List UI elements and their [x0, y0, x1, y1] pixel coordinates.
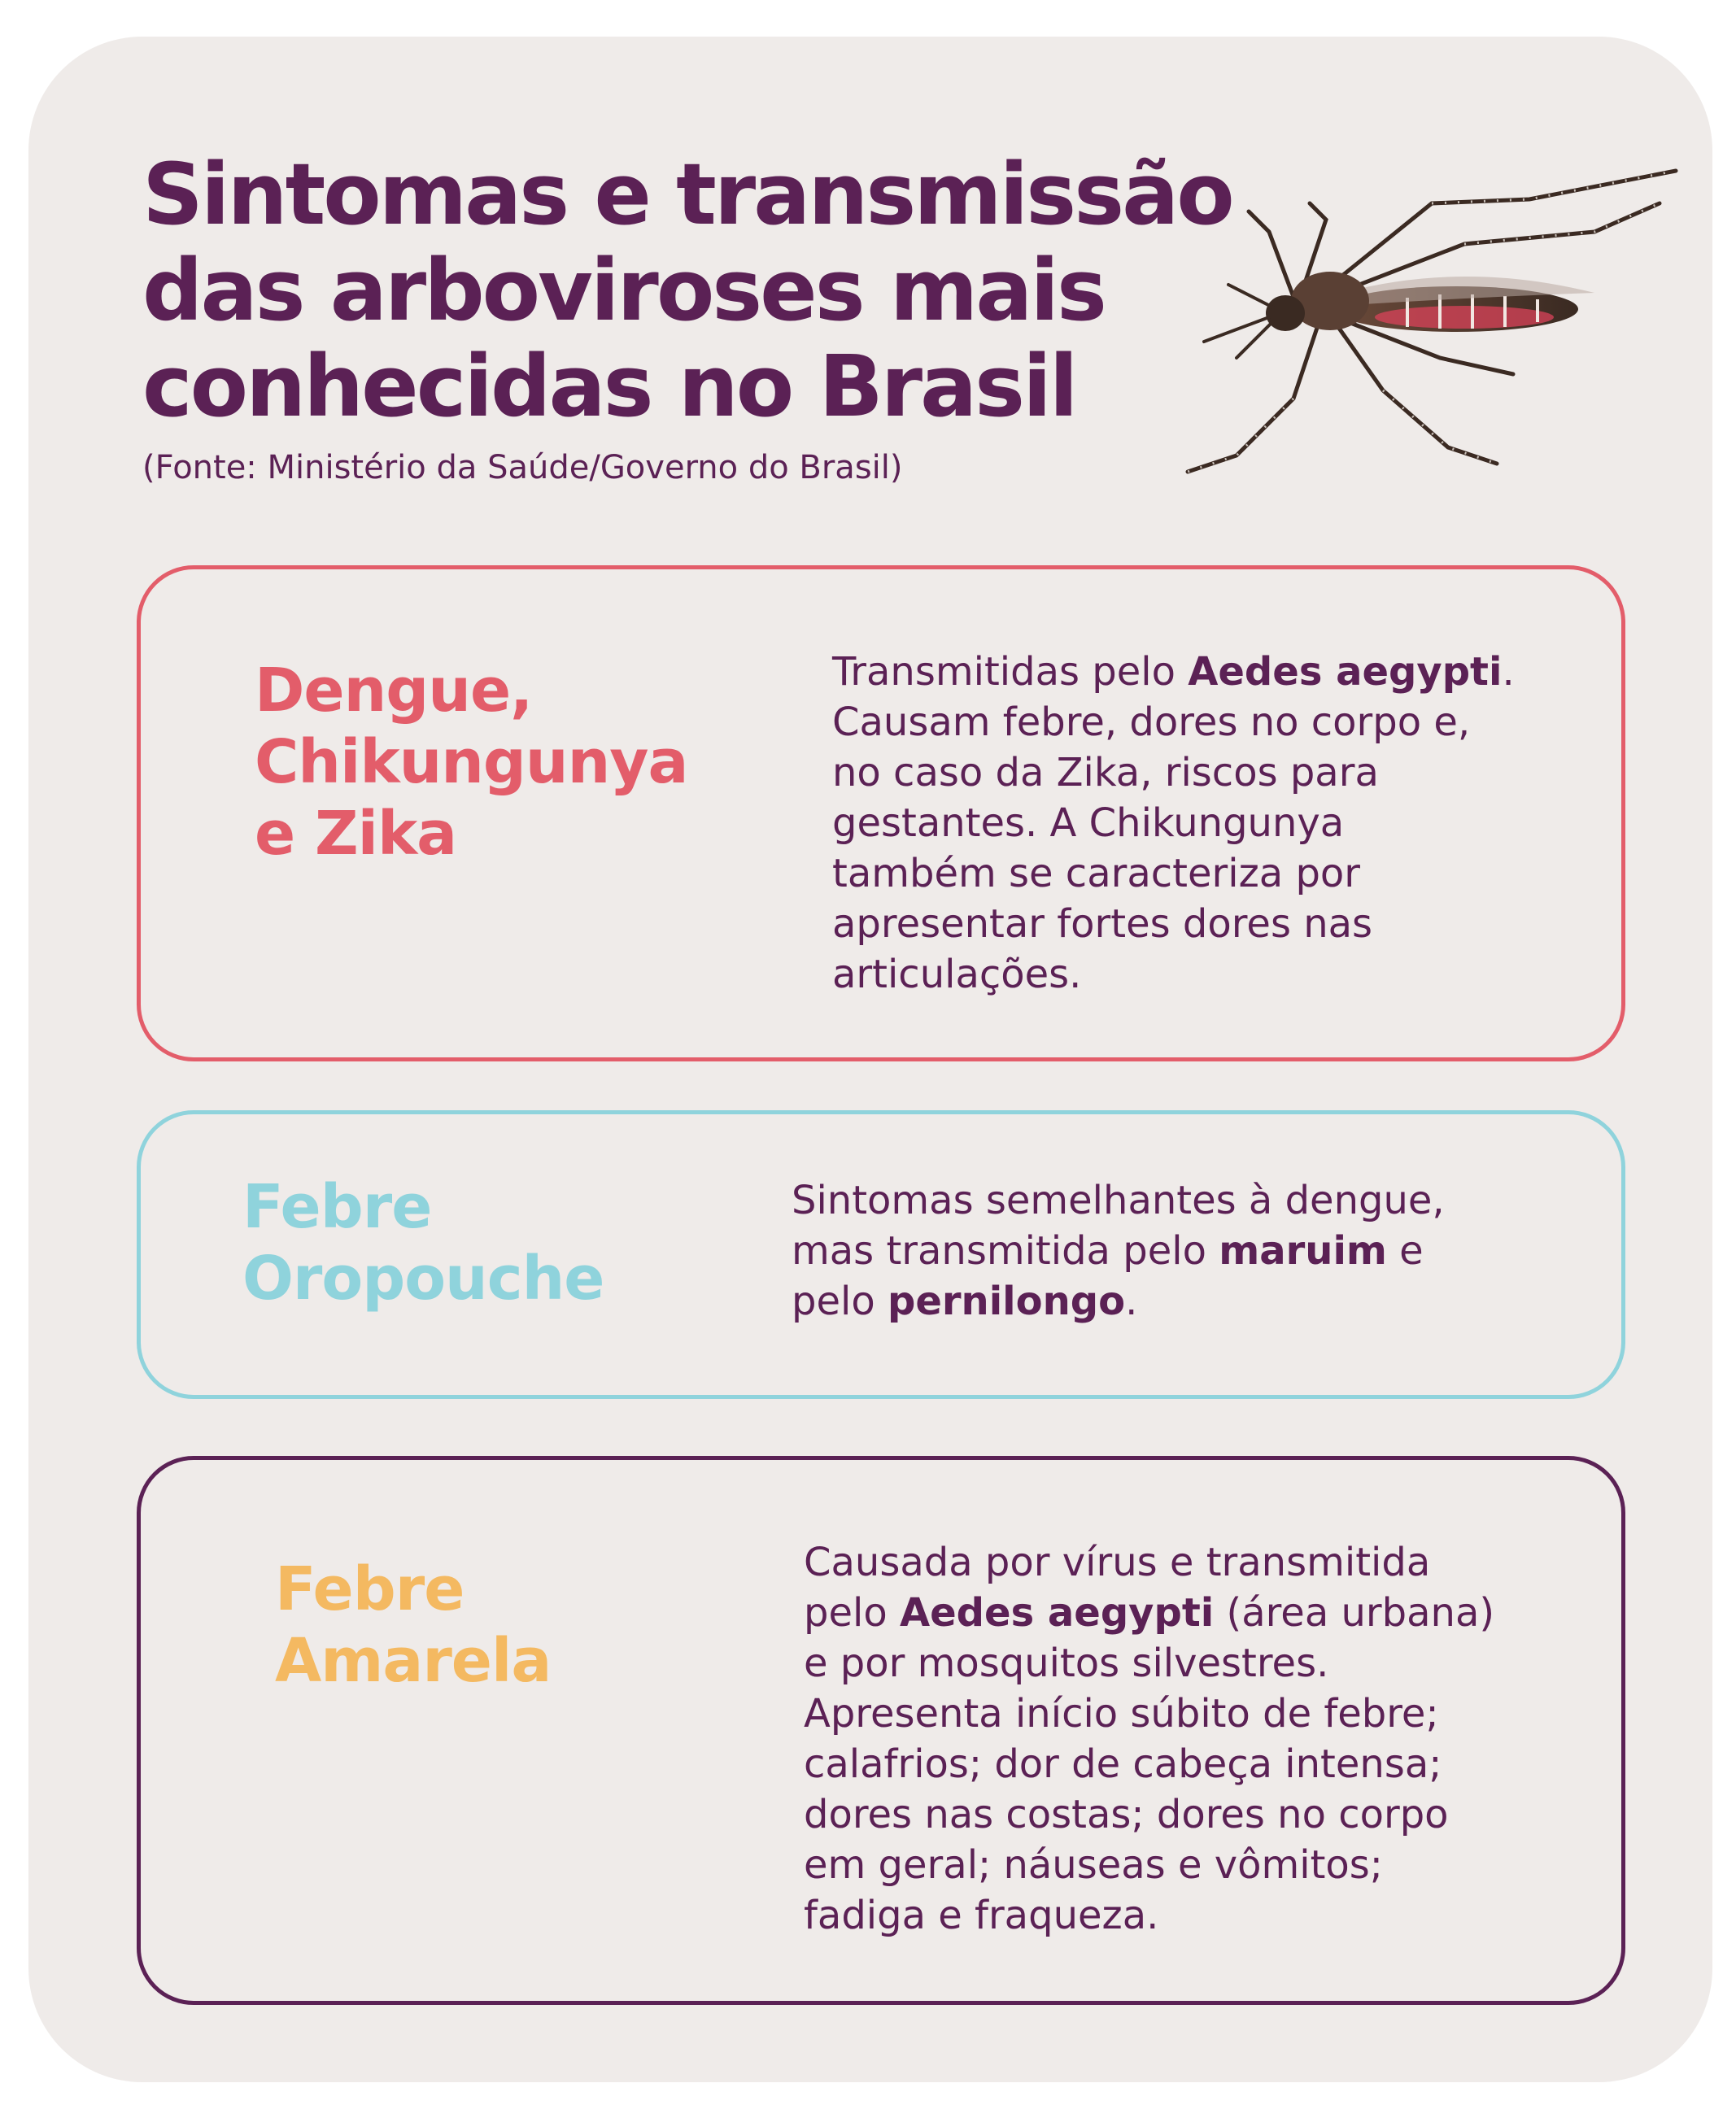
highlight-term: maruim: [1219, 1228, 1387, 1274]
description-line: dores nas costas; dores no corpo: [804, 1792, 1449, 1837]
description-line: Sintomas semelhantes à dengue,: [792, 1178, 1445, 1223]
description-line: pelo pernilongo.: [792, 1279, 1138, 1324]
title-line: Sintomas e transmissão: [142, 145, 1232, 244]
source-note: (Fonte: Ministério da Saúde/Governo do Brasil): [142, 449, 903, 486]
description-line: Causam febre, dores no corpo e,: [832, 699, 1471, 745]
card-description: [832, 647, 1515, 1000]
page-title: [142, 146, 1281, 434]
highlight-term: Aedes aegypti: [1188, 649, 1503, 695]
description-line: fadiga e fraqueza.: [804, 1893, 1159, 1938]
card-oropouche: [137, 1110, 1625, 1399]
card-dengue: [137, 565, 1625, 1061]
card-title: [255, 655, 687, 869]
description-line: Transmitidas pelo Aedes aegypti.: [832, 649, 1515, 695]
description-line: Apresenta início súbito de febre;: [804, 1691, 1439, 1737]
card-description: [804, 1537, 1494, 1941]
highlight-term: pernilongo: [887, 1279, 1126, 1324]
description-line: pelo Aedes aegypti (área urbana): [804, 1590, 1495, 1636]
card-title: [242, 1171, 604, 1314]
card-title-line: e Zika: [255, 799, 457, 869]
description-line: também se caracteriza por: [832, 851, 1361, 896]
card-title-line: Dengue,: [255, 656, 533, 726]
description-line: Causada por vírus e transmitida: [804, 1540, 1431, 1585]
card-title-line: Chikungunya: [255, 727, 688, 797]
mosquito-icon: [1171, 155, 1692, 496]
description-line: e por mosquitos silvestres.: [804, 1641, 1329, 1686]
description-line: articulações.: [832, 952, 1082, 997]
description-line: no caso da Zika, riscos para: [832, 750, 1379, 795]
description-line: em geral; náuseas e vômitos;: [804, 1842, 1383, 1888]
title-line: das arboviroses mais: [142, 241, 1105, 340]
description-line: gestantes. A Chikungunya: [832, 800, 1345, 846]
card-title-line: Amarela: [275, 1626, 552, 1696]
card-title-line: Oropouche: [242, 1244, 604, 1314]
card-title: [275, 1554, 551, 1697]
description-line: apresentar fortes dores nas: [832, 901, 1373, 947]
card-febre-amarela: [137, 1456, 1625, 2005]
card-title-line: Febre: [275, 1554, 465, 1624]
description-line: calafrios; dor de cabeça intensa;: [804, 1741, 1442, 1787]
description-line: mas transmitida pelo maruim e: [792, 1228, 1424, 1274]
card-description: [792, 1175, 1445, 1327]
card-title-line: Febre: [242, 1172, 432, 1242]
title-line: conhecidas no Brasil: [142, 337, 1076, 436]
highlight-term: Aedes aegypti: [899, 1590, 1215, 1636]
